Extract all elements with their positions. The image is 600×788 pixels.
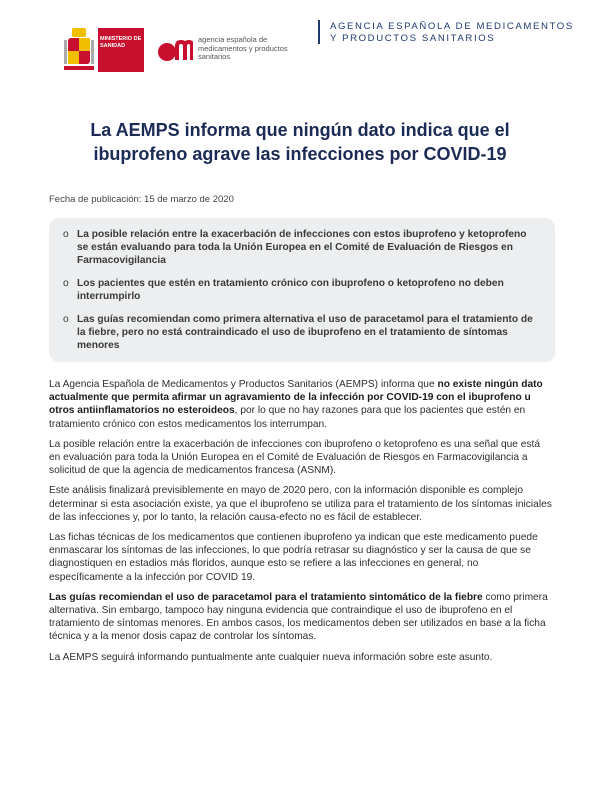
publication-date: Fecha de publicación: 15 de marzo de 2020 (49, 194, 234, 205)
summary-box (49, 218, 555, 362)
p5-text: como primera alternativa. Sin embargo, tampoco hay ninguna evidencia que contraindique el uso de ibuprofeno en el tratamiento de síntomas menores. En ambos casos, los medicamentos deben ser utilizados en base a la ficha técnica y a la menor dosis capaz de controlar los síntomas. (49, 591, 548, 643)
agency-name (330, 21, 574, 45)
paragraph-2: La posible relación entre la exacerbación de infecciones con ibuprofeno o ketoprofeno es una señal que está en evaluación para toda la Unión Europea en el Comité de Evaluación de Riesgos en Farmacovigilancia a solicitud de que la agencia de medicamentos francesa (ASNM). (49, 438, 541, 477)
bullet-icon: o (63, 229, 69, 240)
summary-item-text: Las guías recomiendan como primera alternativa el uso de paracetamol para el tratamiento de la fiebre, pero no está contraindicado el uso de ibuprofeno en el tratamiento de síntomas menores (77, 314, 533, 351)
ministerio-label: MINISTERIO DE SANIDAD (100, 36, 142, 49)
paragraph-4: Las fichas técnicas de los medicamentos que contienen ibuprofeno ya indican que este medicamento puede enmascarar los síntomas de las infecciones, lo que podría retrasar su diagnóstico y ser la causa de que se diagnostiquen en estadios más floridos, aunque esto se refiere a las infecciones en general, no específicamente a la infección por COVID 19. (49, 532, 538, 583)
paragraph-6: La AEMPS seguirá informando puntualmente ante cualquier nueva información sobre este asunto. (49, 651, 493, 663)
article-body (49, 378, 554, 671)
header-divider (318, 20, 320, 44)
p5-bold: Las guías recomiendan el uso de paracetamol para el tratamiento sintomático de la fiebre (49, 591, 483, 603)
spain-coat-of-arms-icon (64, 26, 94, 72)
summary-item (63, 228, 533, 267)
summary-item (63, 277, 533, 303)
p1-bold: no existe ningún dato actualmente que permita afirmar un agravamiento de la infección por COVID-19 con el ibuprofeno u otros antiinflamatorios no esteroideos (49, 379, 543, 417)
aemps-logo-icon (157, 32, 193, 68)
ministerio-red-block (98, 28, 144, 72)
bullet-icon: o (63, 278, 69, 289)
summary-list (63, 228, 533, 362)
agency-name-line1: AGENCIA ESPAÑOLA DE MEDICAMENTOS (330, 21, 574, 32)
aemps-logo-text: agencia española de medicamentos y productos sanitarios (198, 35, 288, 61)
p1-text-a: La Agencia Española de Medicamentos y Productos Sanitarios (AEMPS) informa que (49, 379, 438, 390)
summary-item-text: La posible relación entre la exacerbación de infecciones con estos ibuprofeno y ketoprofeno se están evaluando para toda la Unión Europea en el Comité de Evaluación de Riesgos en Farmacovigilancia (77, 229, 527, 266)
ministerio-logo (62, 26, 152, 74)
title-line1: La AEMPS informa que ningún dato indica que el (90, 120, 510, 140)
document-header (0, 0, 600, 90)
summary-item-text: Los pacientes que estén en tratamiento crónico con ibuprofeno o ketoprofeno no deben interrumpirlo (77, 278, 504, 302)
p1-text-c: , por lo que no hay razones para que los pacientes que estén en tratamiento crónico con estos medicamentos los interrumpan. (49, 405, 526, 430)
paragraph-5 (49, 591, 554, 644)
bullet-icon: o (63, 314, 69, 325)
title-line2: ibuprofeno agrave las infecciones por COVID-19 (93, 144, 507, 164)
summary-item (63, 313, 533, 352)
page-title (60, 118, 540, 166)
agency-name-line2: Y PRODUCTOS SANITARIOS (330, 33, 496, 44)
paragraph-3: Este análisis finalizará previsiblemente en mayo de 2020 pero, con la información disponible es complejo determinar si esta asociación existe, ya que el ibuprofeno se utiliza para el tratamiento de los síntomas iniciales de las infecciones y, por lo tanto, la relación causa-efecto no es fácil de establecer. (49, 485, 552, 523)
paragraph-1 (49, 378, 554, 431)
